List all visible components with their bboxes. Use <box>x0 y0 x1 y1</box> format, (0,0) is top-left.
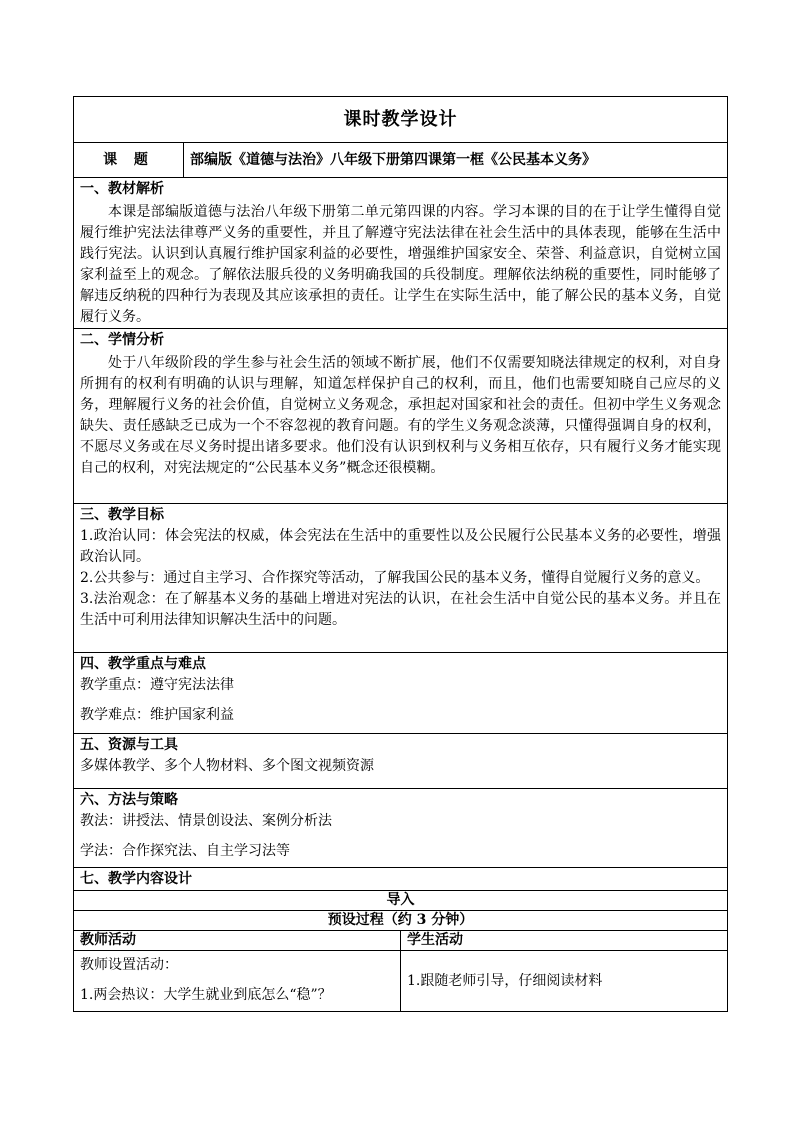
teacher-activity-line: 教师设置活动： <box>80 957 178 973</box>
student-activity-header: 学生活动 <box>401 931 728 951</box>
section-heading: 二、学情分析 <box>80 332 164 348</box>
section-teaching-goals <box>74 504 728 653</box>
key-point: 教学重点：遵守宪法法律 <box>80 677 234 693</box>
process-heading: 预设过程（约 3 分钟） <box>74 911 728 931</box>
section-methods <box>74 789 728 868</box>
section-heading: 四、教学重点与难点 <box>80 656 206 672</box>
section-heading: 七、教学内容设计 <box>80 871 192 887</box>
teacher-activity-cell <box>74 951 401 1012</box>
difficult-point: 教学难点：维护国家利益 <box>80 707 234 723</box>
section-body: 处于八年级阶段的学生参与社会生活的领域不断扩展，他们不仅需要知晓法律规定的权利，对自身所拥有的权利有明确的认识与理解，知道怎样保护自己的权利，而且，他们也需要知晓自己应尽的义务，理解履行义务的社会价值，自觉树立义务观念，承担起对国家和社会的责任。但初中学生义务观念缺失、责任感缺乏已成为一个不容忽视的教育问题。有的学生义务观念淡薄，只懂得强调自身的权利，不愿尽义务或在尽义务时提出诸多要求。他们没有认识到权利与义务相互依存，只有履行义务才能实现自己的权利，对宪法规定的“公民基本义务”概念还很模糊。 <box>80 355 722 476</box>
topic-label: 课 题 <box>74 143 184 178</box>
section-content-design <box>74 868 728 891</box>
lesson-plan-table <box>73 96 728 1012</box>
goal-item: 3.法治观念：在了解基本义务的基础上增进对宪法的认识，在社会生活中自觉公民的基本义务。并且在生活中可利用法律知识解决生活中的问题。 <box>80 591 722 628</box>
goal-item: 1.政治认同：体会宪法的权威，体会宪法在生活中的重要性以及公民履行公民基本义务的必要性，增强政治认同。 <box>80 528 722 565</box>
section-body: 本课是部编版道德与法治八年级下册第二单元第四课的内容。学习本课的目的在于让学生懂得自觉履行维护宪法法律尊严义务的重要性，并且了解遵守宪法法律在社会生活中的具体表现，能够在生活中践行宪法。认识到认真履行维护国家利益的必要性，增强维护国家安全、荣誉、利益意识，自觉树立国家利益至上的观念。了解依法服兵役的义务明确我国的兵役制度。理解依法纳税的重要性，同时能够了解违反纳税的四种行为表现及其应该承担的责任。让学生在实际生活中，能了解公民的基本义务，自觉履行义务。 <box>80 204 722 325</box>
goal-item: 2.公共参与：通过自主学习、合作探究等活动，了解我国公民的基本义务，懂得自觉履行义务的意义。 <box>80 570 710 586</box>
student-activity-cell <box>401 951 728 1012</box>
section-heading: 六、方法与策略 <box>80 792 178 808</box>
section-heading: 五、资源与工具 <box>80 737 178 753</box>
section-textbook-analysis <box>74 178 728 329</box>
lesson-plan-page <box>73 96 727 1012</box>
teaching-method: 教法：讲授法、情景创设法、案例分析法 <box>80 813 332 829</box>
resources-text: 多媒体教学、多个人物材料、多个图文视频资源 <box>80 758 374 774</box>
section-heading: 一、教材解析 <box>80 181 164 197</box>
intro-heading: 导入 <box>74 891 728 911</box>
learning-method: 学法：合作探究法、自主学习法等 <box>80 843 290 859</box>
student-activity-line: 1.跟随老师引导，仔细阅读材料 <box>407 972 603 989</box>
teacher-activity-header: 教师活动 <box>74 931 401 951</box>
teacher-activity-line: 1.两会热议：大学生就业到底怎么“稳”？ <box>80 987 332 1003</box>
section-heading: 三、教学目标 <box>80 507 164 523</box>
section-resources <box>74 734 728 789</box>
section-key-points <box>74 653 728 734</box>
document-title: 课时教学设计 <box>74 97 728 143</box>
section-learner-analysis <box>74 329 728 504</box>
topic-value: 部编版《道德与法治》八年级下册第四课第一框《公民基本义务》 <box>184 143 728 178</box>
